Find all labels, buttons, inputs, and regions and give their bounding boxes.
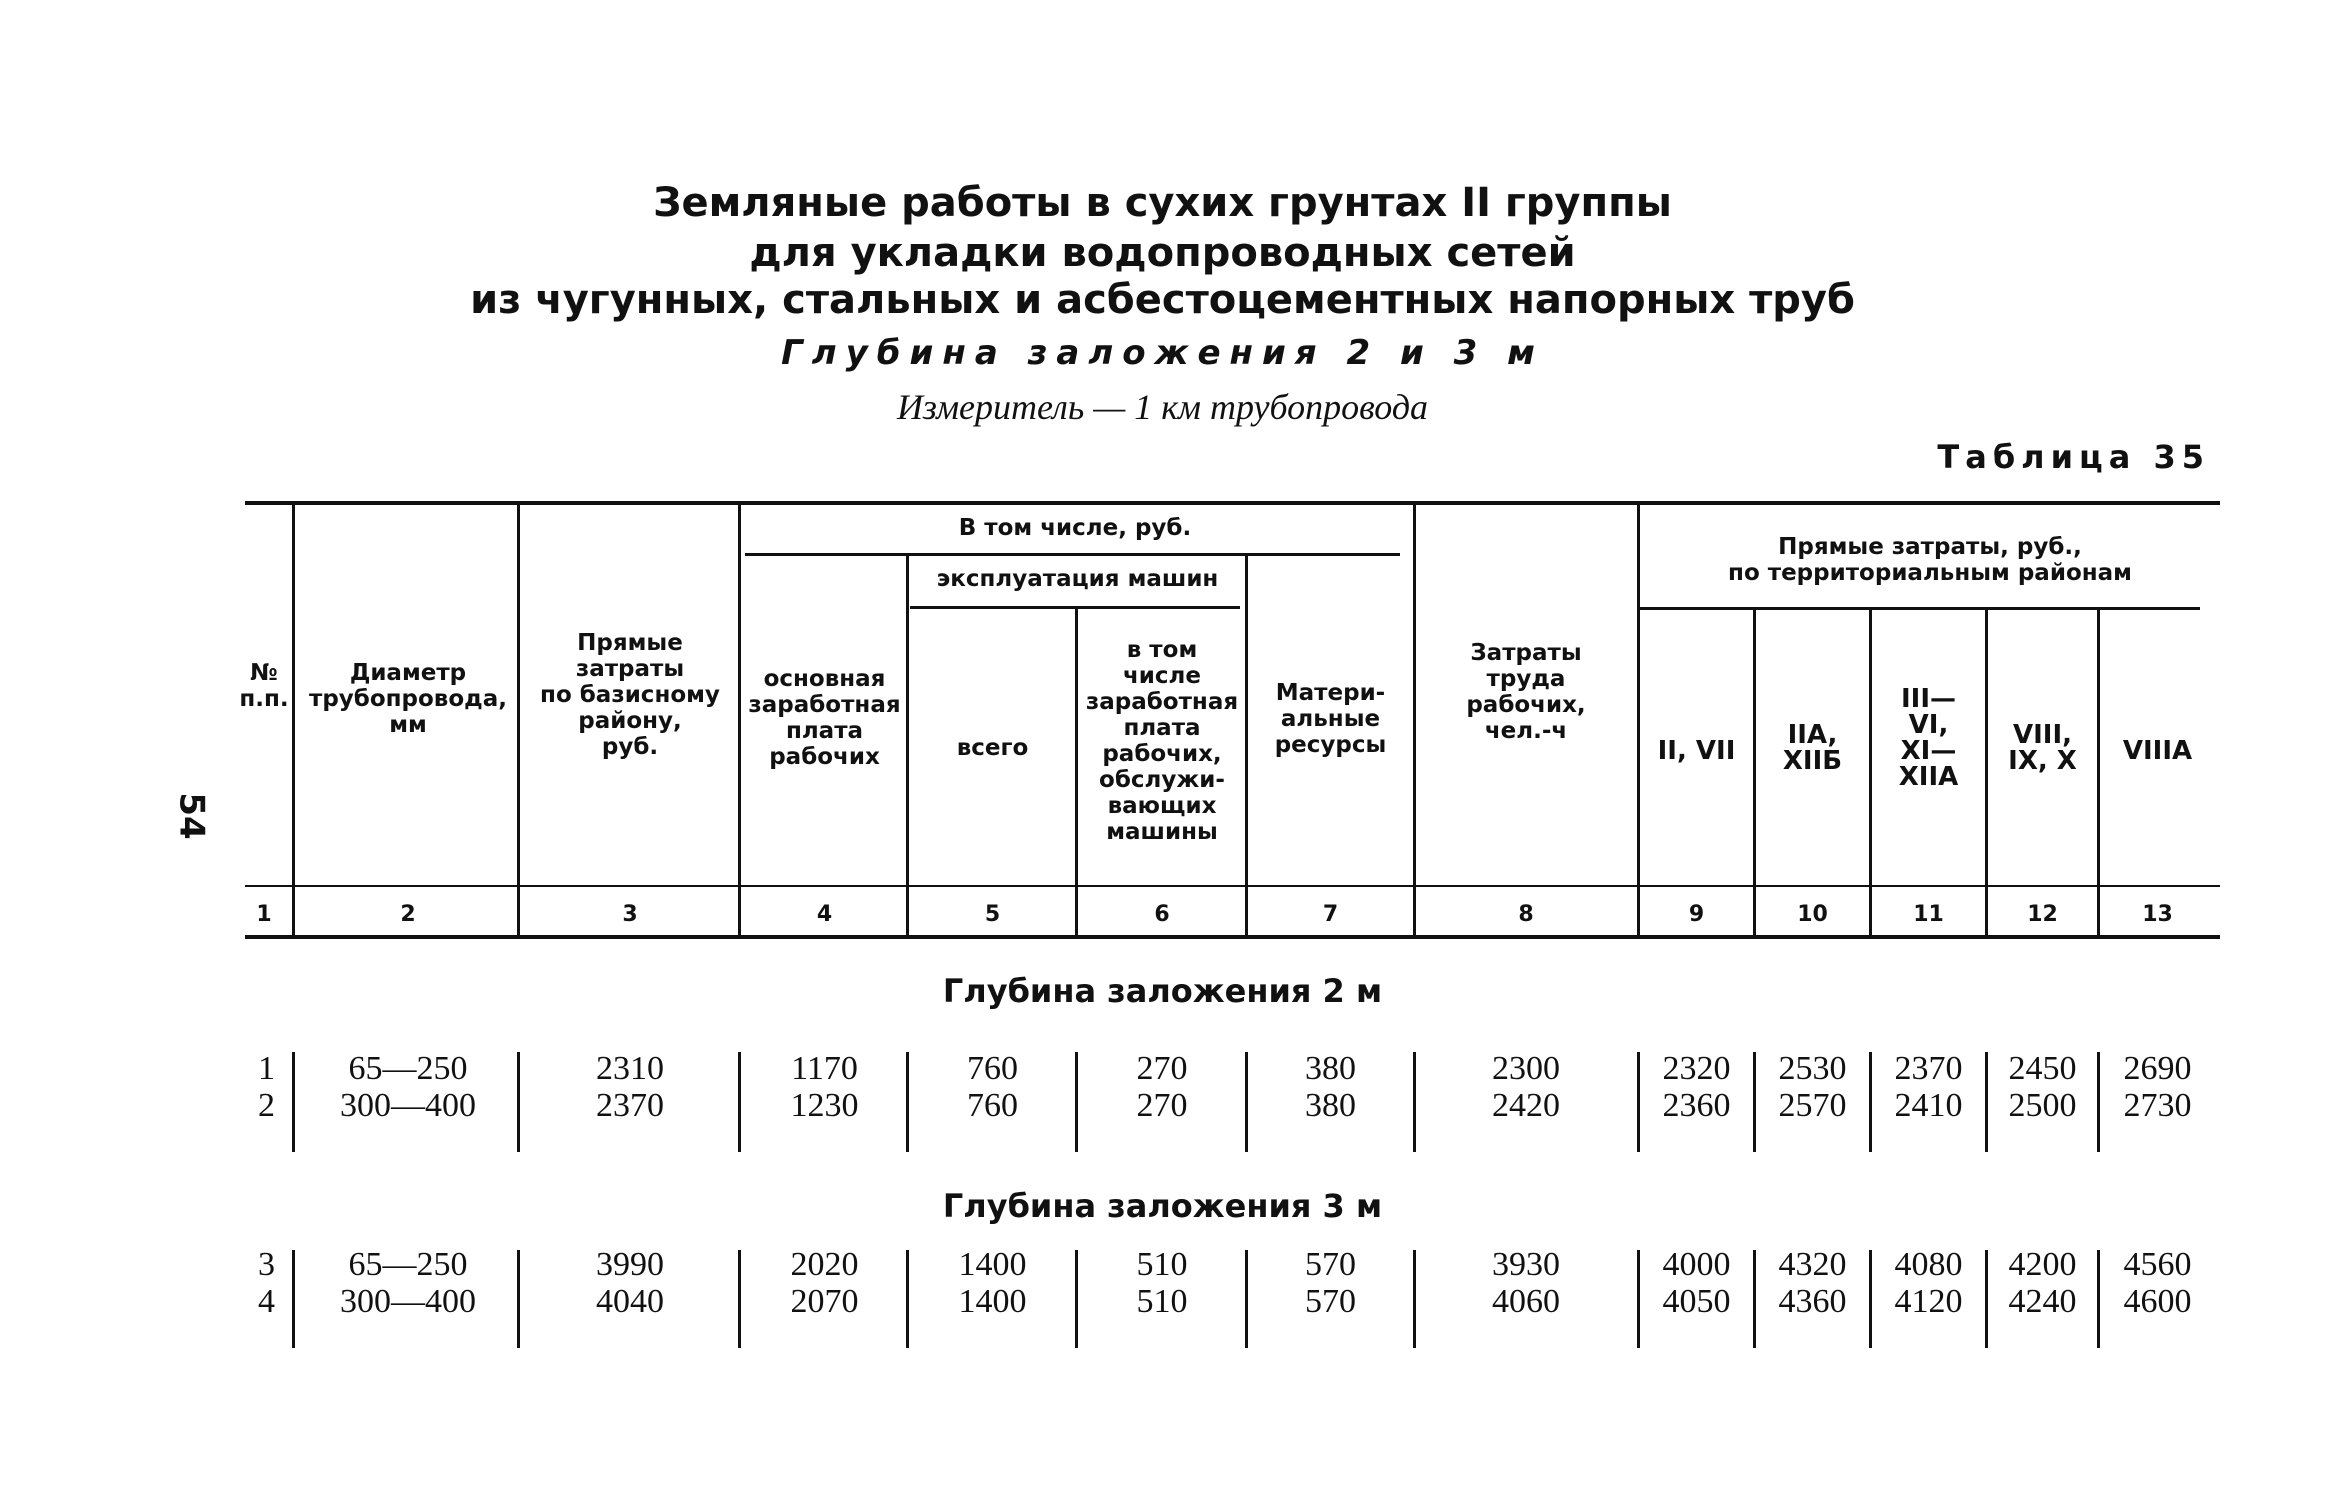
table-cell: 2310	[596, 1050, 664, 1087]
header-incl: В том числе, руб.	[958, 515, 1192, 541]
header-divider	[906, 556, 909, 935]
table-cell: 2570	[1778, 1087, 1847, 1124]
table-cell: 3990	[596, 1246, 664, 1283]
table-cell: 2070	[790, 1283, 859, 1320]
table-cell: 2690	[2123, 1050, 2192, 1087]
table-cell: 2370	[1894, 1050, 1963, 1087]
header-direct-base: Прямые затраты по базисному району, руб.	[540, 630, 720, 760]
table-cell: 2410	[1894, 1087, 1963, 1124]
header-region-4: VIII, IX, X	[2008, 720, 2077, 776]
header-divider	[292, 505, 295, 935]
table-cell: 760	[967, 1087, 1018, 1124]
column-number: 12	[2027, 902, 2058, 927]
table-cell: 1400	[958, 1246, 1027, 1283]
depth-subtitle: Глубина заложения 2 и 3 м	[781, 333, 1544, 373]
table-cell: 2500	[2008, 1087, 2077, 1124]
table-cell: 4560	[2123, 1246, 2192, 1283]
table-cell: 2	[258, 1087, 275, 1124]
table-cell: 1400	[958, 1283, 1027, 1320]
table-cell: 2730	[2123, 1087, 2192, 1124]
header-num: № п.п.	[239, 660, 289, 712]
table-cell: 380	[1305, 1087, 1356, 1124]
section-title-depth-2m: Глубина заложения 2 м	[942, 972, 1383, 1010]
table-cell: 2370	[596, 1087, 664, 1124]
column-number: 1	[256, 902, 272, 927]
column-number: 11	[1913, 902, 1944, 927]
table-row	[0, 1283, 2325, 1320]
header-labor: Затраты труда рабочих, чел.-ч	[1466, 640, 1586, 744]
table-label: Таблица 35	[1937, 438, 2210, 476]
table-row	[0, 1246, 2325, 1283]
table-cell: 4080	[1894, 1246, 1963, 1283]
table-cell: 2530	[1778, 1050, 1847, 1087]
header-materials: Матери- альные ресурсы	[1274, 680, 1387, 758]
table-cell: 4040	[596, 1283, 664, 1320]
header-machines: эксплуатация машин	[936, 566, 1219, 592]
table-cell: 4000	[1662, 1246, 1731, 1283]
header-machines-total: всего	[956, 735, 1029, 761]
table-cell: 2300	[1492, 1050, 1560, 1087]
table-cell: 4360	[1778, 1283, 1847, 1320]
section-title-depth-3m: Глубина заложения 3 м	[942, 1187, 1383, 1225]
header-direct-regions: Прямые затраты, руб., по территориальным районам	[1728, 534, 2132, 586]
column-number: 9	[1688, 902, 1705, 927]
table-cell: 300—400	[340, 1087, 476, 1124]
table-row	[0, 1087, 2325, 1124]
table-cell: 65—250	[348, 1246, 468, 1283]
table-cell: 4050	[1662, 1283, 1731, 1320]
table-cell: 65—250	[348, 1050, 468, 1087]
table-cell: 1	[258, 1050, 275, 1087]
table-cell: 4240	[2008, 1283, 2077, 1320]
table-cell: 270	[1136, 1050, 1188, 1087]
page-title-line-2: для укладки водопроводных сетей	[749, 230, 1576, 276]
table-cell: 2450	[2008, 1050, 2077, 1087]
table-cell: 1230	[790, 1087, 859, 1124]
header-region-5: VIIIA	[2122, 736, 2193, 766]
table-cell: 2360	[1662, 1087, 1731, 1124]
table-cell: 570	[1305, 1246, 1356, 1283]
table-cell: 1170	[791, 1050, 858, 1087]
incl-subheader-rule	[745, 553, 1400, 556]
header-wage: основная заработная плата рабочих	[748, 666, 901, 770]
table-cell: 4200	[2008, 1246, 2077, 1283]
table-cell: 4600	[2123, 1283, 2192, 1320]
table-cell: 4	[258, 1283, 275, 1320]
column-number: 7	[1322, 902, 1339, 927]
table-cell: 760	[967, 1050, 1018, 1087]
table-cell: 3	[258, 1246, 275, 1283]
table-cell: 300—400	[340, 1283, 476, 1320]
page-title-line-3: из чугунных, стальных и асбестоцементных напорных труб	[470, 277, 1855, 323]
column-number: 4	[816, 902, 833, 927]
header-machines-wage: в том числе заработная плата рабочих, обслужи- вающих машины	[1085, 637, 1239, 845]
table-cell: 570	[1305, 1283, 1356, 1320]
table-cell: 4060	[1492, 1283, 1560, 1320]
column-number: 5	[984, 902, 1001, 927]
column-number: 13	[2142, 902, 2173, 927]
table-cell: 4120	[1894, 1283, 1963, 1320]
column-number-rule	[245, 885, 2220, 887]
table-cell: 3930	[1492, 1246, 1560, 1283]
header-region-2: IIA, XIIБ	[1782, 720, 1843, 776]
column-number: 6	[1154, 902, 1170, 927]
header-diameter: Диаметр трубопровода, мм	[309, 660, 507, 738]
table-cell: 4320	[1778, 1246, 1847, 1283]
page-title-line-1: Земляные работы в сухих грунтах II группы	[653, 180, 1672, 226]
page-number: 54	[171, 792, 212, 840]
column-number: 3	[622, 902, 638, 927]
column-number: 2	[400, 902, 416, 927]
column-number: 10	[1797, 902, 1828, 927]
header-divider	[2097, 610, 2100, 935]
measure-unit: Измеритель — 1 км трубопровода	[896, 387, 1429, 427]
table-cell: 2020	[790, 1246, 859, 1283]
table-row	[0, 1050, 2325, 1087]
table-top-rule	[245, 501, 2220, 505]
header-region-1: II, VII	[1657, 736, 1736, 766]
header-region-3: III— VI, XI— XIIA	[1898, 684, 1959, 792]
table-cell: 380	[1305, 1050, 1356, 1087]
table-cell: 2420	[1492, 1087, 1560, 1124]
table-cell: 270	[1136, 1087, 1188, 1124]
table-cell: 510	[1136, 1283, 1188, 1320]
table-cell: 2320	[1662, 1050, 1731, 1087]
column-number: 8	[1518, 902, 1534, 927]
table-cell: 510	[1136, 1246, 1188, 1283]
regions-subheader-rule	[1640, 607, 2200, 610]
table-header-bottom-rule	[245, 935, 2220, 939]
